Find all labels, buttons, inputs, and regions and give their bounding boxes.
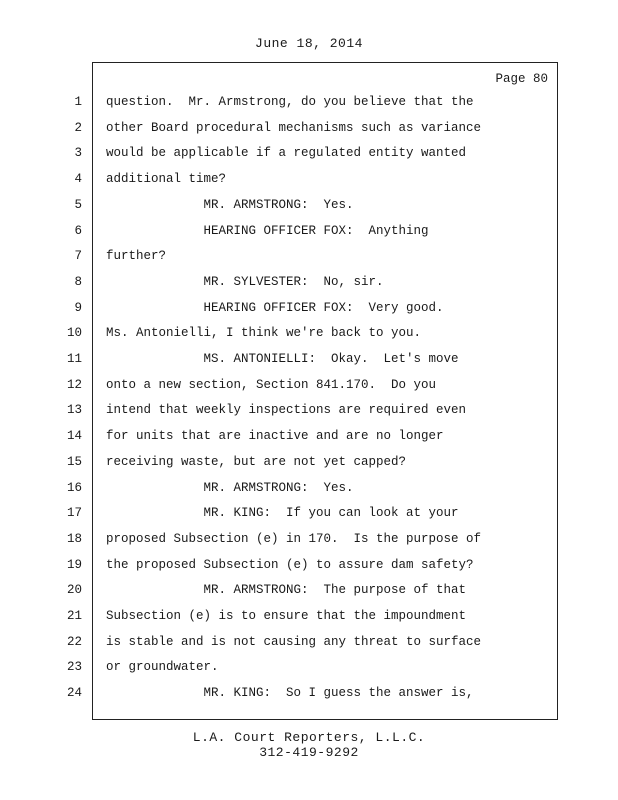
- page-number: Page 80: [495, 72, 548, 86]
- line-number: 17: [66, 506, 82, 521]
- line-text: MR. KING: If you can look at your: [106, 506, 459, 521]
- line-number: 18: [66, 531, 82, 546]
- line-number: 22: [66, 634, 82, 649]
- line-text: proposed Subsection (e) in 170. Is the purpose of: [106, 531, 482, 546]
- line-text: further?: [106, 249, 167, 264]
- transcript-line: [0, 580, 560, 600]
- footer-phone: 312-419-9292: [259, 745, 359, 760]
- transcript-line: [0, 323, 560, 343]
- line-number: 5: [74, 197, 82, 212]
- line-number: 16: [66, 480, 82, 495]
- transcript-line: [0, 555, 560, 575]
- line-number: 15: [66, 454, 82, 469]
- transcript-line: [0, 169, 560, 189]
- line-number: 1: [74, 95, 82, 109]
- transcript-line: [0, 349, 560, 369]
- transcript-line: [0, 657, 560, 677]
- transcript-line: [0, 221, 560, 241]
- transcript-line: [0, 246, 560, 266]
- line-number: 21: [66, 609, 82, 623]
- line-text: HEARING OFFICER FOX: Anything: [106, 223, 429, 238]
- line-number: 8: [74, 274, 82, 289]
- transcript-line: [0, 452, 560, 472]
- transcript-line: [0, 683, 560, 703]
- transcript-line: [0, 529, 560, 549]
- transcript-date: June 18, 2014: [255, 36, 363, 51]
- footer-company: L.A. Court Reporters, L.L.C.: [192, 730, 426, 745]
- line-text: MR. ARMSTRONG: The purpose of that: [106, 583, 467, 598]
- line-number: 4: [74, 172, 82, 187]
- line-text: intend that weekly inspections are required even: [106, 403, 467, 418]
- transcript-line: [0, 375, 560, 395]
- line-text: other Board procedural mechanisms such as variance: [106, 120, 482, 135]
- line-text: or groundwater.: [106, 660, 219, 675]
- transcript-line: [0, 503, 560, 523]
- line-text: MR. ARMSTRONG: Yes.: [106, 197, 354, 212]
- line-number: 9: [74, 300, 82, 315]
- line-text: onto a new section, Section 841.170. Do you: [106, 377, 437, 392]
- line-text: MR. ARMSTRONG: Yes.: [106, 480, 354, 495]
- line-text: is stable and is not causing any threat to surface: [106, 634, 482, 649]
- transcript-line: [0, 606, 560, 626]
- line-number: 11: [66, 352, 82, 366]
- line-text: MR. KING: So I guess the answer is,: [106, 686, 474, 701]
- line-text: additional time?: [106, 172, 227, 187]
- line-text: for units that are inactive and are no longer: [106, 429, 444, 444]
- transcript-line: [0, 426, 560, 446]
- transcript-line: [0, 400, 560, 420]
- line-number: 3: [74, 146, 82, 161]
- transcript-line: [0, 272, 560, 292]
- transcript-line: [0, 298, 560, 318]
- line-number: 6: [74, 223, 82, 238]
- transcript-line: [0, 143, 560, 163]
- line-number: 23: [66, 660, 82, 675]
- line-text: the proposed Subsection (e) to assure dam safety?: [106, 557, 474, 572]
- line-number: 19: [66, 557, 82, 572]
- line-number: 10: [66, 326, 82, 341]
- line-number: 20: [66, 583, 82, 598]
- transcript-line: [0, 478, 560, 498]
- line-text: receiving waste, but are not yet capped?: [106, 454, 407, 469]
- line-text: Subsection (e) is to ensure that the impoundment: [106, 609, 467, 623]
- transcript-line: [0, 632, 560, 652]
- line-text: Ms. Antonielli, I think we're back to you.: [106, 326, 422, 341]
- line-text: would be applicable if a regulated entity wanted: [106, 146, 467, 161]
- transcript-line: [0, 92, 560, 112]
- line-text: HEARING OFFICER FOX: Very good.: [106, 300, 444, 315]
- line-number: 2: [74, 120, 82, 135]
- line-text: MS. ANTONIELLI: Okay. Let's move: [106, 352, 459, 366]
- line-number: 12: [66, 377, 82, 392]
- line-text: MR. SYLVESTER: No, sir.: [106, 274, 384, 289]
- line-text: question. Mr. Armstrong, do you believe that the: [106, 95, 474, 109]
- line-number: 13: [66, 403, 82, 418]
- line-number: 7: [74, 249, 82, 264]
- transcript-line: [0, 118, 560, 138]
- line-number: 14: [66, 429, 82, 444]
- transcript-line: [0, 195, 560, 215]
- line-number: 24: [66, 686, 82, 701]
